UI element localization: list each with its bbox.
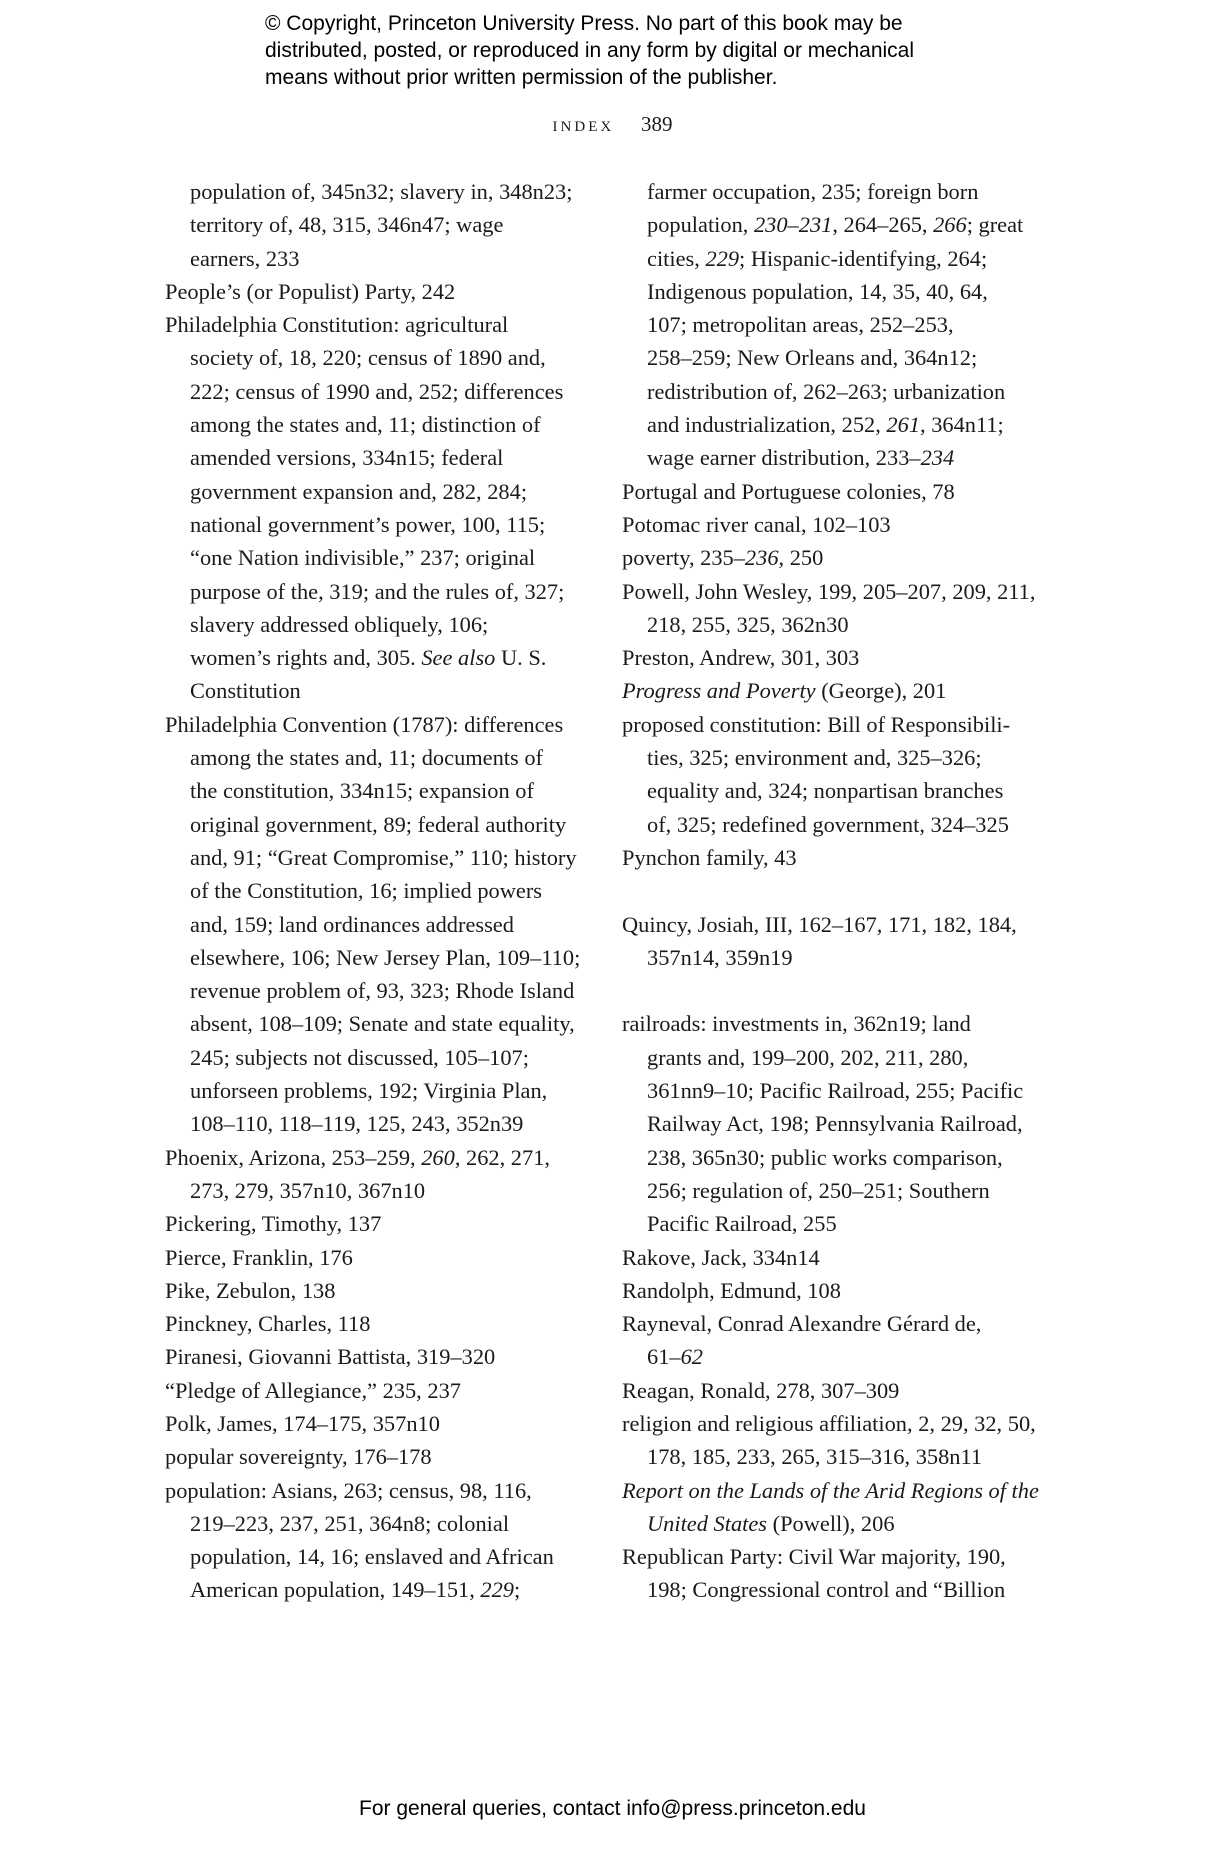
index-entry-line: and, 159; land ordinances addressed (190, 911, 514, 937)
index-entry-line: population of, 345n32; slavery in, 348n23; (190, 179, 573, 204)
index-entry-line: United States (Powell), 206 (647, 1510, 895, 1536)
index-entry (622, 908, 1047, 975)
index-entry (165, 1340, 575, 1373)
index-entry-line: wage earner distribution, 233–234 (647, 445, 955, 471)
index-entry-line: poverty, 235–236, 250 (622, 545, 824, 571)
index-entry-line: absent, 108–109; Senate and state equality, (190, 1011, 575, 1037)
index-entry (165, 1374, 575, 1407)
index-entry-line: Piranesi, Giovanni Battista, 319–320 (165, 1344, 496, 1370)
index-entry-line: unforseen problems, 192; Virginia Plan, (190, 1078, 548, 1104)
index-entry-line: amended versions, 334n15; federal (190, 445, 504, 471)
index-entry (622, 1407, 1047, 1474)
index-entry-line: slavery addressed obliquely, 106; (190, 611, 489, 637)
index-entry-line: population: Asians, 263; census, 98, 116, (165, 1477, 532, 1503)
page-number: 389 (640, 112, 673, 136)
copyright-line: means without prior written permission of the publisher. (265, 66, 778, 89)
index-entry-line: Railway Act, 198; Pennsylvania Railroad, (647, 1111, 1023, 1137)
index-entry (622, 674, 1047, 707)
index-entry-line: 238, 365n30; public works comparison, (647, 1144, 1003, 1170)
letter-group-spacer (622, 874, 1047, 907)
index-entry-line: 256; regulation of, 250–251; Southern (647, 1177, 990, 1203)
index-entry-line: 108–110, 118–119, 125, 243, 352n39 (190, 1111, 524, 1137)
index-entry-line: religion and religious affiliation, 2, 29, 32, 50, (622, 1410, 1036, 1436)
index-entry-line: Pacific Railroad, 255 (647, 1211, 837, 1237)
index-entry (165, 1274, 575, 1307)
index-entry-line: Report on the Lands of the Arid Regions of the (622, 1477, 1039, 1503)
index-entry-line: 61–62 (647, 1344, 703, 1370)
index-entry-line: proposed constitution: Bill of Responsibili- (622, 711, 1011, 737)
index-entry-line: Pickering, Timothy, 137 (165, 1211, 382, 1237)
index-entry-line: 218, 255, 325, 362n30 (647, 611, 849, 637)
index-entry (622, 841, 1047, 874)
index-entry-line: territory of, 48, 315, 346n47; wage (190, 212, 504, 238)
index-entry-line: earners, 233 (190, 245, 300, 271)
index-entry-line: national government’s power, 100, 115; (190, 511, 546, 537)
running-head (0, 112, 1225, 137)
index-entry-line: purpose of the, 319; and the rules of, 327; (190, 578, 565, 604)
index-entry-line: Pierce, Franklin, 176 (165, 1244, 353, 1270)
index-entry-line: Phoenix, Arizona, 253–259, 260, 262, 271, (165, 1144, 550, 1170)
index-entry-line: 273, 279, 357n10, 367n10 (190, 1177, 426, 1203)
index-entry (622, 641, 1047, 674)
index-entry-line: ties, 325; environment and, 325–326; (647, 745, 982, 771)
index-entry-line: redistribution of, 262–263; urbanization (647, 378, 1006, 404)
index-entry (165, 175, 575, 275)
running-head-label: index (552, 112, 615, 136)
index-entry-line: 178, 185, 233, 265, 315–316, 358n11 (647, 1444, 983, 1470)
index-entry (622, 708, 1047, 841)
index-entry-line: grants and, 199–200, 202, 211, 280, (647, 1044, 969, 1070)
index-entry-line: equality and, 324; nonpartisan branches (647, 778, 1004, 804)
index-entry-line: Rayneval, Conrad Alexandre Gérard de, (622, 1311, 982, 1337)
index-entry-line: society of, 18, 220; census of 1890 and, (190, 345, 546, 371)
index-entry-line: 222; census of 1990 and, 252; differences (190, 378, 564, 404)
index-entry-line: elsewhere, 106; New Jersey Plan, 109–110; (190, 944, 581, 970)
index-entry-line: Philadelphia Constitution: agricultural (165, 312, 509, 338)
index-entry (165, 1207, 575, 1240)
index-entry-line: women’s rights and, 305. See also U. S. (190, 645, 547, 671)
index-entry (622, 508, 1047, 541)
index-entry (622, 1374, 1047, 1407)
index-column-right (622, 175, 1047, 1607)
index-entry (622, 1274, 1047, 1307)
index-entry-line: government expansion and, 282, 284; (190, 478, 528, 504)
index-entry-line: Reagan, Ronald, 278, 307–309 (622, 1377, 900, 1403)
index-entry-line: Pynchon family, 43 (622, 844, 797, 870)
index-entry-line: 361nn9–10; Pacific Railroad, 255; Pacific (647, 1078, 1024, 1104)
index-entry-line: Indigenous population, 14, 35, 40, 64, (647, 278, 988, 304)
index-entry (622, 1307, 1047, 1374)
index-column-left (165, 175, 581, 1607)
letter-group-spacer (622, 974, 1047, 1007)
index-entry-line: cities, 229; Hispanic-identifying, 264; (647, 245, 988, 271)
index-entry-line: Preston, Andrew, 301, 303 (622, 645, 860, 671)
copyright-line: distributed, posted, or reproduced in any form by digital or mechanical (265, 39, 915, 62)
index-entry (165, 308, 575, 708)
index-entry-line: popular sovereignty, 176–178 (165, 1444, 432, 1470)
index-entry-line: revenue problem of, 93, 323; Rhode Island (190, 978, 575, 1004)
index-entry (622, 175, 1047, 475)
index-entry-line: 198; Congressional control and “Billion (647, 1577, 1006, 1603)
index-entry (622, 575, 1047, 642)
index-entry-line: Portugal and Portuguese colonies, 78 (622, 478, 955, 504)
index-entry (165, 1241, 575, 1274)
index-entry-line: among the states and, 11; distinction of (190, 412, 541, 438)
index-entry-line: People’s (or Populist) Party, 242 (165, 278, 456, 304)
index-entry (622, 1007, 1047, 1240)
index-entry (165, 708, 581, 1141)
index-entry-line: Quincy, Josiah, III, 162–167, 171, 182, 184, (622, 911, 1017, 937)
index-entry-line: original government, 89; federal authority (190, 811, 567, 837)
index-entry (622, 1474, 1047, 1541)
index-entry (165, 1440, 575, 1473)
index-entry-line: American population, 149–151, 229; (190, 1577, 521, 1603)
index-entry-line: 107; metropolitan areas, 252–253, (647, 312, 954, 338)
index-entry (622, 475, 1047, 508)
index-entry-line: “one Nation indivisible,” 237; original (190, 545, 536, 571)
index-entry-line: of the Constitution, 16; implied powers (190, 878, 543, 904)
index-entry-line: Progress and Poverty (George), 201 (622, 678, 947, 704)
index-entry-line: of, 325; redefined government, 324–325 (647, 811, 1009, 837)
index-entry-line: Rakove, Jack, 334n14 (622, 1244, 820, 1270)
index-entry (622, 1241, 1047, 1274)
index-entry (165, 1474, 575, 1607)
index-entry-line: and, 91; “Great Compromise,” 110; history (190, 844, 577, 870)
index-entry (165, 1141, 575, 1208)
index-entry-line: population, 230–231, 264–265, 266; great (647, 212, 1024, 238)
index-entry-line: Powell, John Wesley, 199, 205–207, 209, 211, (622, 578, 1036, 604)
index-entry-line: and industrialization, 252, 261, 364n11; (647, 412, 1004, 438)
index-entry-line: Republican Party: Civil War majority, 190, (622, 1544, 1006, 1570)
index-entry-line: railroads: investments in, 362n19; land (622, 1011, 971, 1037)
index-entry-line: Pike, Zebulon, 138 (165, 1277, 336, 1303)
index-entry-line: the constitution, 334n15; expansion of (190, 778, 534, 804)
index-entry-line: 258–259; New Orleans and, 364n12; (647, 345, 978, 371)
index-entry (622, 1540, 1047, 1607)
index-entry-line: Philadelphia Convention (1787): differences (165, 711, 564, 737)
index-entry (165, 1307, 575, 1340)
index-entry-line: Polk, James, 174–175, 357n10 (165, 1410, 440, 1436)
footer-contact: For general queries, contact info@press.princeton.edu (359, 1797, 866, 1820)
index-entry-line: farmer occupation, 235; foreign born (647, 179, 979, 204)
index-entry-line: Randolph, Edmund, 108 (622, 1277, 841, 1303)
index-entry-line: “Pledge of Allegiance,” 235, 237 (165, 1377, 461, 1403)
index-entry (165, 275, 575, 308)
copyright-line: © Copyright, Princeton University Press. No part of this book may be (265, 12, 903, 35)
index-entry-line: among the states and, 11; documents of (190, 745, 543, 771)
index-entry-line: Pinckney, Charles, 118 (165, 1311, 371, 1337)
index-entry-line: population, 14, 16; enslaved and African (190, 1544, 554, 1570)
index-entry-line: Constitution (190, 678, 301, 704)
index-entry-line: 357n14, 359n19 (647, 944, 793, 970)
index-entry-line: 245; subjects not discussed, 105–107; (190, 1044, 529, 1070)
index-entry (622, 541, 1047, 574)
copyright-notice (265, 10, 1025, 91)
index-entry (165, 1407, 575, 1440)
index-entry-line: Potomac river canal, 102–103 (622, 511, 891, 537)
index-entry-line: 219–223, 237, 251, 364n8; colonial (190, 1510, 510, 1536)
